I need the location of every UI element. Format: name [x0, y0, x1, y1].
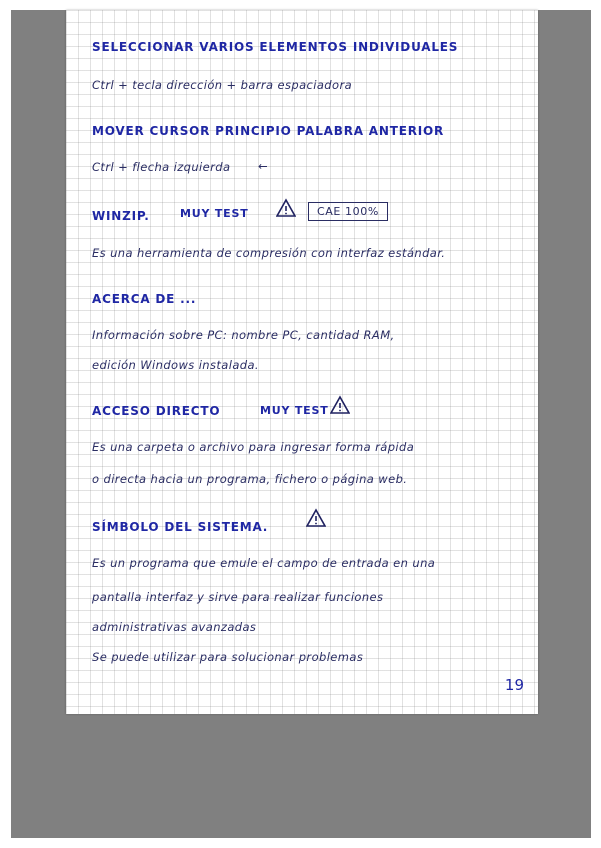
left-arrow-glyph: ←	[258, 159, 269, 173]
section-text: Ctrl + flecha izquierda	[92, 160, 231, 174]
section-text: Información sobre PC: nombre PC, cantidad RAM,	[92, 328, 395, 342]
test-tag: MUY TEST	[260, 404, 329, 417]
section-heading: SÍMBOLO DEL SISTEMA.	[92, 520, 269, 534]
section-text: Se puede utilizar para solucionar problemas	[92, 650, 364, 664]
section-text: o directa hacia un programa, fichero o página web.	[92, 472, 408, 486]
section-text: Es un programa que emule el campo de entrada en una	[92, 556, 436, 570]
section-heading: SELECCIONAR VARIOS ELEMENTOS INDIVIDUALES	[92, 40, 459, 54]
section-text: edición Windows instalada.	[92, 358, 259, 372]
section-text: Es una herramienta de compresión con interfaz estándar.	[92, 246, 446, 260]
section-text: pantalla interfaz y sirve para realizar funciones	[92, 590, 384, 604]
warning-icon	[306, 508, 326, 528]
warning-icon	[276, 198, 296, 218]
section-heading: ACCESO DIRECTO	[92, 404, 221, 418]
warning-icon	[330, 395, 350, 415]
notebook-page	[66, 10, 538, 714]
section-text: Ctrl + tecla dirección + barra espaciadora	[92, 78, 353, 92]
test-tag: MUY TEST	[180, 207, 249, 220]
section-text: administrativas avanzadas	[92, 620, 257, 634]
section-heading: ACERCA DE ...	[92, 292, 197, 306]
exam-percentage-box: CAE 100%	[308, 202, 388, 221]
section-text: Es una carpeta o archivo para ingresar forma rápida	[92, 440, 415, 454]
page-number: 19	[504, 676, 524, 694]
section-heading: MOVER CURSOR PRINCIPIO PALABRA ANTERIOR	[92, 124, 445, 138]
section-heading: WINZIP.	[92, 209, 150, 223]
